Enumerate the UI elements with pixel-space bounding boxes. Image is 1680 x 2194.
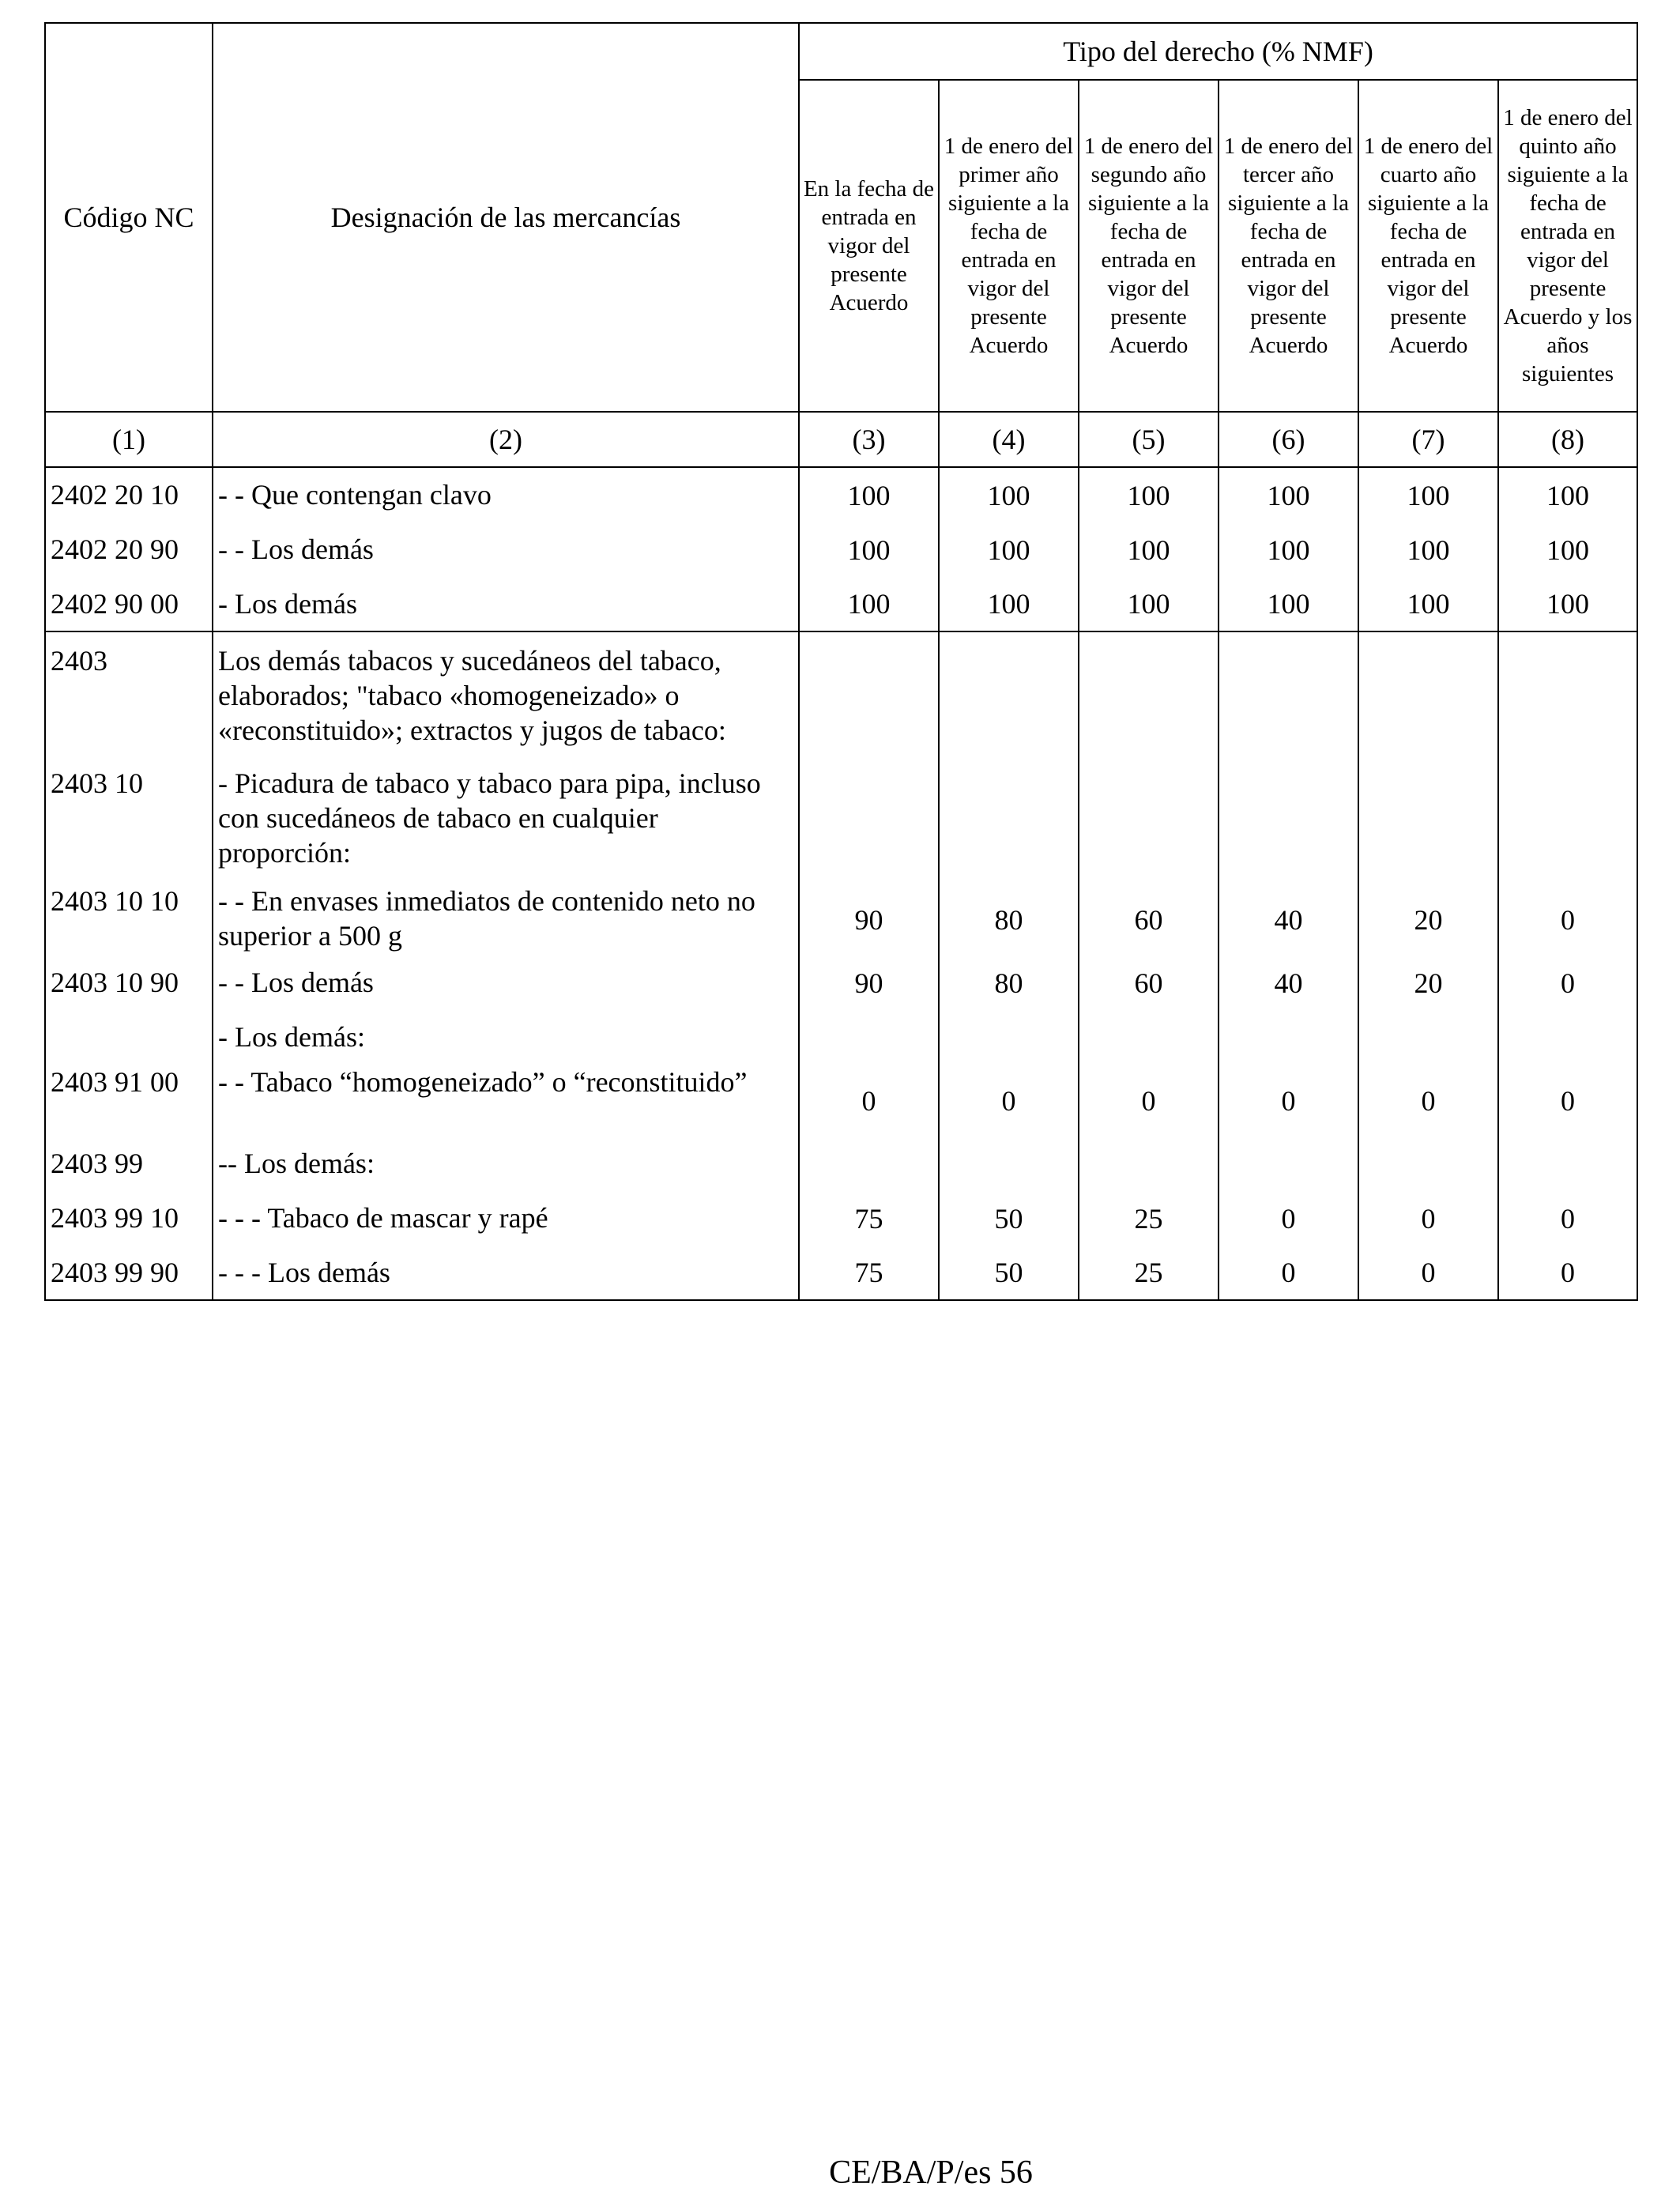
header-rate-col-5: 1 de enero del segundo año siguiente a la fecha de entrada en vigor del presente Acuerdo (1079, 80, 1219, 412)
column-number: (4) (939, 412, 1079, 467)
rate-cell: 80 (939, 956, 1079, 1010)
column-number: (7) (1358, 412, 1498, 467)
rate-cell: 20 (1358, 884, 1498, 956)
cn-code: 2403 10 10 (45, 884, 213, 956)
column-number: (2) (213, 412, 799, 467)
rate-cell (939, 1010, 1079, 1065)
header-rate-group: Tipo del derecho (% NMF) (799, 23, 1637, 80)
rate-cell: 0 (1498, 1065, 1637, 1137)
cn-code: 2403 99 90 (45, 1246, 213, 1300)
cn-code: 2402 20 10 (45, 467, 213, 522)
rate-cell: 0 (1358, 1065, 1498, 1137)
designation: - Picadura de tabaco y tabaco para pipa, incluso con sucedáneos de tabaco en cualquier proporción: (213, 758, 799, 884)
table-row (45, 1065, 1637, 1137)
rate-cell (1498, 1010, 1637, 1065)
designation: - - Que contengan clavo (213, 467, 799, 522)
rate-cell: 100 (1358, 467, 1498, 522)
table-row (45, 1137, 1637, 1191)
table-row (45, 956, 1637, 1010)
table-row (45, 1191, 1637, 1246)
table-row (45, 522, 1637, 577)
header-rate-col-4: 1 de enero del primer año siguiente a la fecha de entrada en vigor del presente Acuerdo (939, 80, 1079, 412)
designation: - - - Los demás (213, 1246, 799, 1300)
header-rate-col-8: 1 de enero del quinto año siguiente a la fecha de entrada en vigor del presente Acuerdo y los años siguientes (1498, 80, 1637, 412)
cn-code: 2403 91 00 (45, 1065, 213, 1137)
header-rate-col-6: 1 de enero del tercer año siguiente a la fecha de entrada en vigor del presente Acuerdo (1219, 80, 1358, 412)
rate-cell: 40 (1219, 956, 1358, 1010)
rate-cell (799, 631, 939, 758)
header-designation: Designación de las mercancías (213, 23, 799, 412)
cn-code: 2402 90 00 (45, 577, 213, 631)
designation: - - Los demás (213, 522, 799, 577)
rate-cell (1079, 631, 1219, 758)
cn-code: 2403 10 (45, 758, 213, 884)
rate-cell: 100 (1219, 577, 1358, 631)
rate-cell: 100 (1079, 577, 1219, 631)
rate-cell (939, 758, 1079, 884)
rate-cell (939, 631, 1079, 758)
page-reference: CE/BA/P/es 56 (829, 2154, 1033, 2191)
rate-cell: 100 (1079, 522, 1219, 577)
rate-cell: 100 (1498, 522, 1637, 577)
table-row (45, 758, 1637, 884)
rate-cell: 100 (1498, 577, 1637, 631)
rate-cell (1079, 758, 1219, 884)
rate-cell: 100 (799, 522, 939, 577)
rate-cell: 0 (1358, 1191, 1498, 1246)
rate-cell: 0 (939, 1065, 1079, 1137)
rate-cell: 0 (1079, 1065, 1219, 1137)
table-row (45, 1246, 1637, 1300)
header-rate-col-3: En la fecha de entrada en vigor del presente Acuerdo (799, 80, 939, 412)
header-rate-col-7: 1 de enero del cuarto año siguiente a la fecha de entrada en vigor del presente Acuerdo (1358, 80, 1498, 412)
rate-cell: 0 (1498, 956, 1637, 1010)
header-code: Código NC (45, 23, 213, 412)
rate-cell (799, 758, 939, 884)
designation: Los demás tabacos y sucedáneos del tabaco, elaborados; "tabaco «homogeneizado» o «reconstituido»; extractos y jugos de tabaco: (213, 631, 799, 758)
rate-cell (1079, 1010, 1219, 1065)
rate-cell: 100 (939, 577, 1079, 631)
rate-cell: 100 (1498, 467, 1637, 522)
column-number: (8) (1498, 412, 1637, 467)
rate-cell: 0 (1498, 1191, 1637, 1246)
rate-cell (1079, 1137, 1219, 1191)
rate-cell: 100 (799, 467, 939, 522)
rate-cell (799, 1010, 939, 1065)
table-row (45, 577, 1637, 631)
cn-code: 2403 99 (45, 1137, 213, 1191)
rate-cell (1498, 631, 1637, 758)
tariff-table (44, 22, 1638, 1301)
rate-cell: 50 (939, 1246, 1079, 1300)
designation: - - En envases inmediatos de contenido neto no superior a 500 g (213, 884, 799, 956)
table-row (45, 631, 1637, 758)
designation: -- Los demás: (213, 1137, 799, 1191)
rate-cell: 20 (1358, 956, 1498, 1010)
rate-cell: 100 (1219, 467, 1358, 522)
page-footer (0, 2154, 1680, 2192)
cn-code: 2402 20 90 (45, 522, 213, 577)
cn-code (45, 1010, 213, 1065)
rate-cell: 0 (799, 1065, 939, 1137)
rate-cell: 25 (1079, 1191, 1219, 1246)
rate-cell: 50 (939, 1191, 1079, 1246)
column-number: (3) (799, 412, 939, 467)
rate-cell (1219, 1137, 1358, 1191)
rate-cell (1358, 758, 1498, 884)
column-number: (6) (1219, 412, 1358, 467)
cn-code: 2403 99 10 (45, 1191, 213, 1246)
rate-cell: 40 (1219, 884, 1358, 956)
cn-code: 2403 (45, 631, 213, 758)
rate-cell (1219, 631, 1358, 758)
rate-cell: 80 (939, 884, 1079, 956)
rate-cell (1358, 1137, 1498, 1191)
rate-cell: 0 (1498, 1246, 1637, 1300)
designation: - - Tabaco “homogeneizado” o “reconstituido” (213, 1065, 799, 1137)
rate-cell (1498, 1137, 1637, 1191)
designation: - Los demás (213, 577, 799, 631)
rate-cell: 75 (799, 1246, 939, 1300)
rate-cell (1498, 758, 1637, 884)
rate-cell (1219, 1010, 1358, 1065)
rate-cell (799, 1137, 939, 1191)
rate-cell: 100 (799, 577, 939, 631)
column-number: (1) (45, 412, 213, 467)
designation: - - Los demás (213, 956, 799, 1010)
rate-cell (1219, 758, 1358, 884)
rate-cell: 0 (1358, 1246, 1498, 1300)
rate-cell: 0 (1498, 884, 1637, 956)
designation: - - - Tabaco de mascar y rapé (213, 1191, 799, 1246)
rate-cell: 100 (939, 467, 1079, 522)
rate-cell: 100 (1079, 467, 1219, 522)
rate-cell: 0 (1219, 1065, 1358, 1137)
column-number: (5) (1079, 412, 1219, 467)
rate-cell: 100 (1358, 522, 1498, 577)
rate-cell: 90 (799, 956, 939, 1010)
rate-cell: 60 (1079, 884, 1219, 956)
rate-cell: 100 (939, 522, 1079, 577)
rate-cell: 75 (799, 1191, 939, 1246)
rate-cell (1358, 1010, 1498, 1065)
rate-cell: 100 (1358, 577, 1498, 631)
rate-cell: 60 (1079, 956, 1219, 1010)
table-row (45, 1010, 1637, 1065)
rate-cell (1358, 631, 1498, 758)
rate-cell: 90 (799, 884, 939, 956)
table-row (45, 467, 1637, 522)
rate-cell: 0 (1219, 1246, 1358, 1300)
rate-cell (939, 1137, 1079, 1191)
rate-cell: 100 (1219, 522, 1358, 577)
designation: - Los demás: (213, 1010, 799, 1065)
rate-cell: 25 (1079, 1246, 1219, 1300)
cn-code: 2403 10 90 (45, 956, 213, 1010)
rate-cell: 0 (1219, 1191, 1358, 1246)
column-number-row (45, 412, 1637, 467)
table-row (45, 884, 1637, 956)
